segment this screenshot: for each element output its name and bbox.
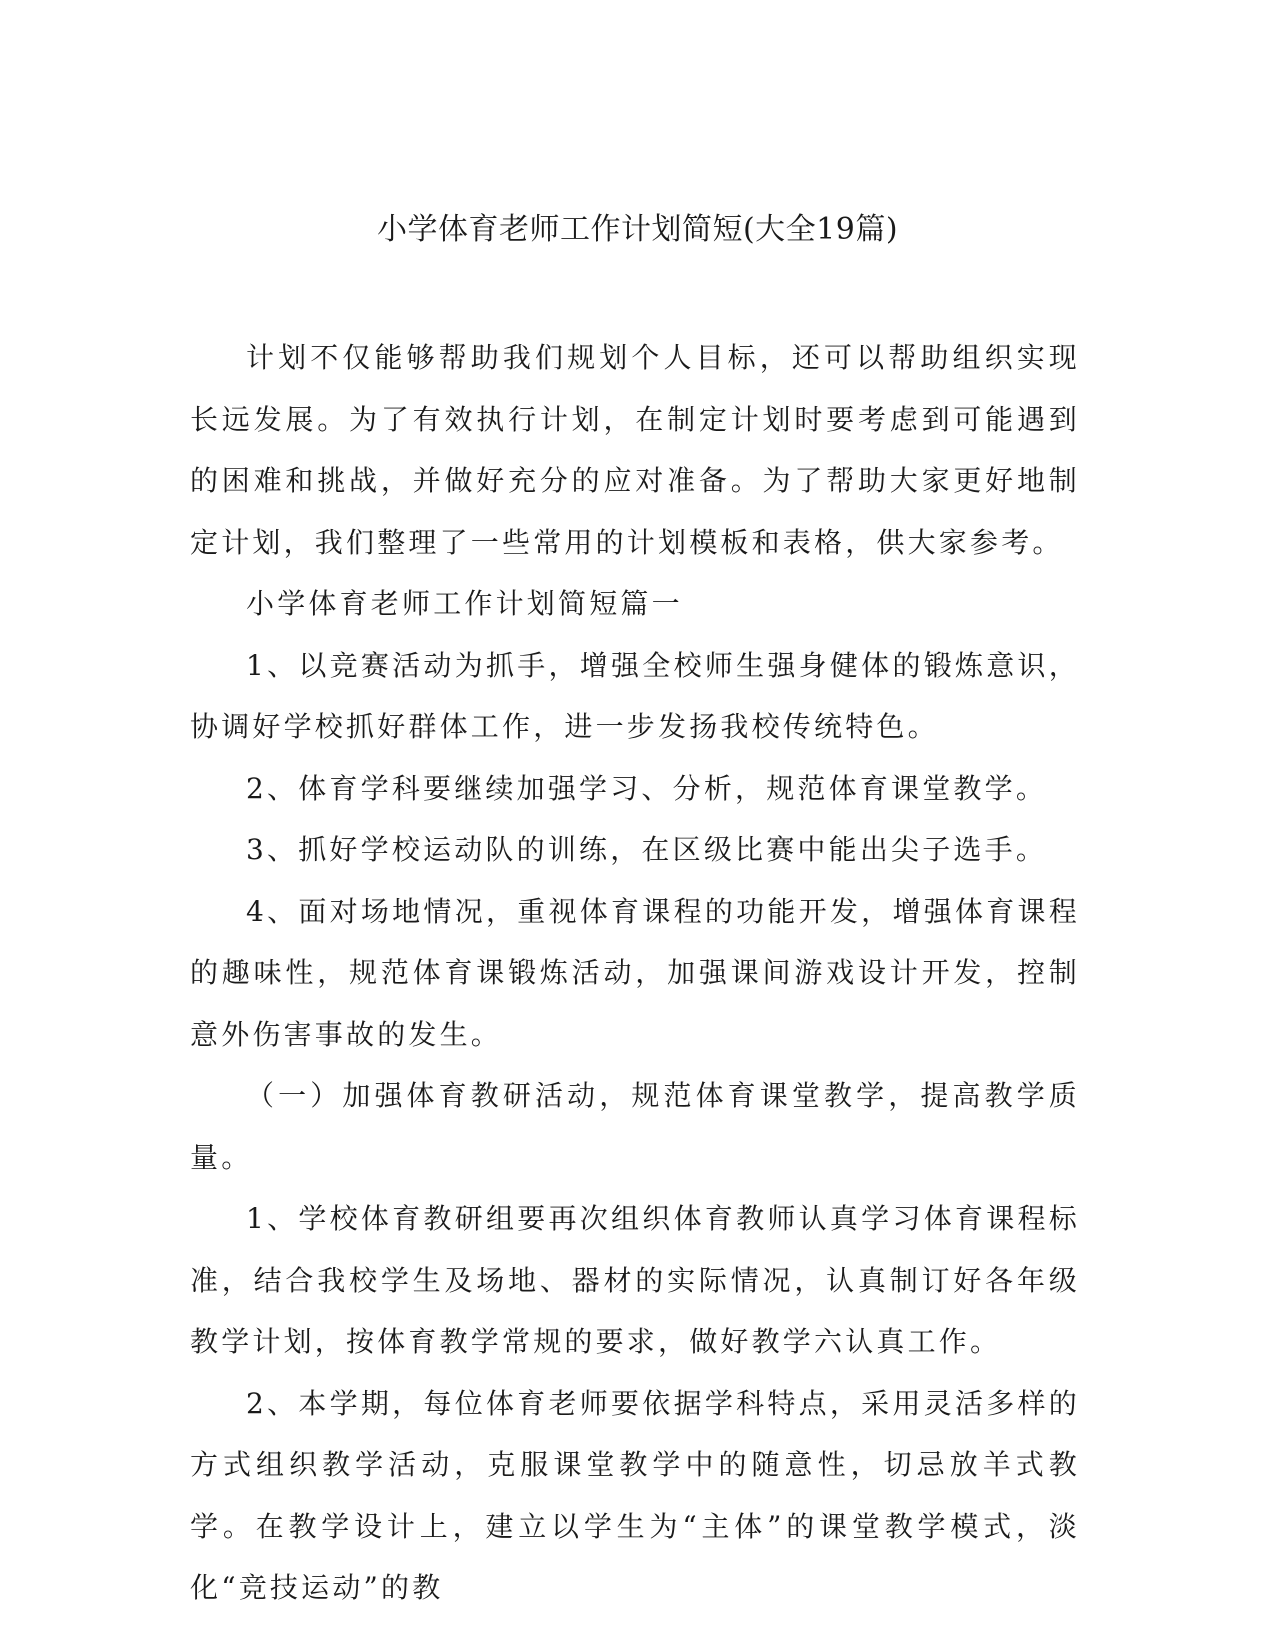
paragraph-item: 2、体育学科要继续加强学习、分析，规范体育课堂教学。 — [246, 771, 1048, 805]
paragraph-item: 2、本学期，每位体育老师要依据学科特点，采用灵活多样的方式组织教学活动，克服课堂教学中的随意性，切忌放羊式教学。在教学设计上，建立以学生为“主体”的课堂教学模式，淡化“竞技运动”的教 — [190, 1386, 1080, 1604]
section-heading: 小学体育老师工作计划简短篇一 — [246, 587, 683, 620]
document-body — [190, 327, 1080, 1619]
paragraph-item: 1、以竞赛活动为抓手，增强全校师生强身健体的锻炼意识，协调好学校抓好群体工作，进一步发扬我校传统特色。 — [190, 648, 1080, 743]
paragraph-item: 3、抓好学校运动队的训练，在区级比赛中能出尖子选手。 — [246, 833, 1048, 866]
paragraph-item: 4、面对场地情况，重视体育课程的功能开发，增强体育课程的趣味性，规范体育课锻炼活动，加强课间游戏设计开发，控制意外伤害事故的发生。 — [190, 894, 1080, 1051]
paragraph-intro: 计划不仅能够帮助我们规划个人目标，还可以帮助组织实现长远发展。为了有效执行计划，在制定计划时要考虑到可能遇到的困难和挑战，并做好充分的应对准备。为了帮助大家更好地制定计划，我们整理了一些常用的计划模板和表格，供大家参考。 — [190, 341, 1080, 559]
paragraph-item: 1、学校体育教研组要再次组织体育教师认真学习体育课程标准，结合我校学生及场地、器材的实际情况，认真制订好各年级教学计划，按体育教学常规的要求，做好教学六认真工作。 — [190, 1202, 1080, 1358]
subsection-heading: （一）加强体育教研活动，规范体育课堂教学，提高教学质量。 — [190, 1079, 1080, 1174]
document-title: 小学体育老师工作计划简短(大全19篇) — [376, 212, 899, 247]
